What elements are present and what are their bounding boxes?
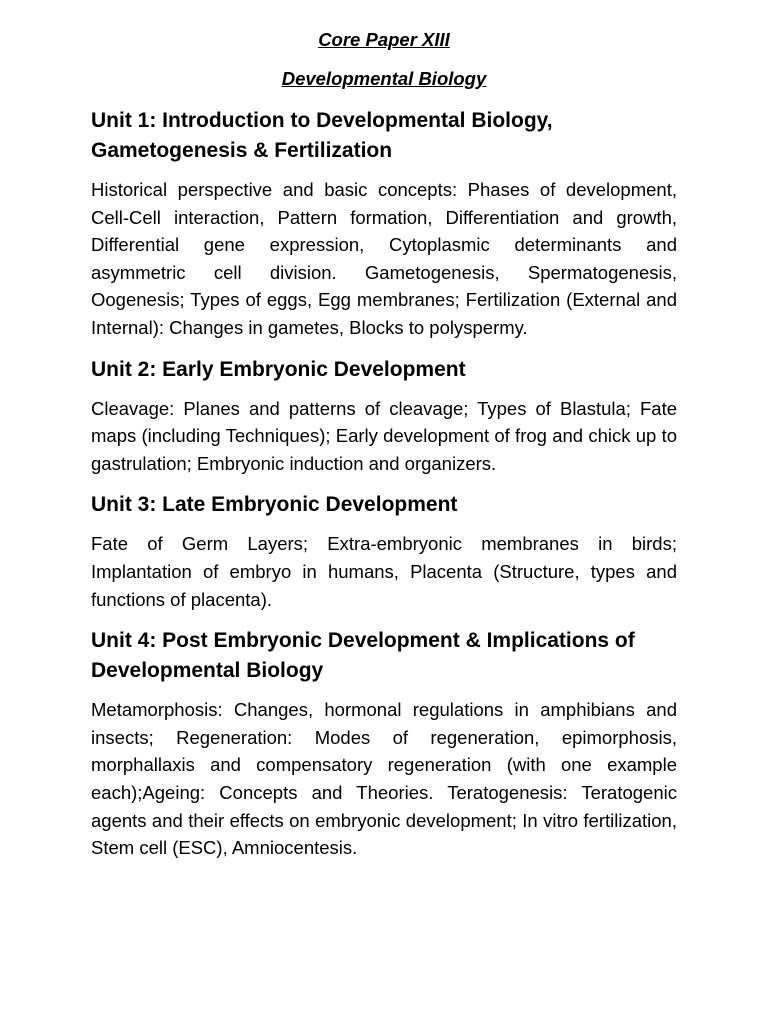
unit-1-heading: Unit 1: Introduction to Developmental Biology, Gametogenesis & Fertilization (91, 109, 553, 162)
unit-3-heading: Unit 3: Late Embryonic Development (91, 493, 458, 517)
unit-1-section (91, 106, 677, 342)
unit-2-body: Cleavage: Planes and patterns of cleavage; Types of Blastula; Fate maps (including Techniques); Early development of frog and chick up to gastrulation; Embryonic induction and organizers. (91, 397, 677, 474)
unit-3-section (91, 490, 677, 613)
document-title: Core Paper XIII (318, 29, 450, 50)
document-subtitle: Developmental Biology (281, 68, 487, 89)
unit-4-heading: Unit 4: Post Embryonic Development & Implications of Developmental Biology (91, 629, 635, 683)
unit-4-section (91, 626, 677, 862)
unit-2-heading: Unit 2: Early Embryonic Development (91, 357, 466, 381)
unit-2-section (91, 355, 677, 478)
unit-4-body: Metamorphosis: Changes, hormonal regulations in amphibians and insects; Regeneration: Modes of regeneration, epimorphosis, morphallaxis and compensatory regeneration (with one example each);Ageing: Concepts and Theories. Teratogenesis: Teratogenic agents and their effects on embryonic development; In vitro fertilization, Stem cell (ESC), Amniocentesis. (91, 699, 677, 859)
unit-3-body: Fate of Germ Layers; Extra-embryonic membranes in birds; Implantation of embryo in humans, Placenta (Structure, types and functions of placenta). (91, 533, 677, 610)
unit-1-body: Historical perspective and basic concepts: Phases of development, Cell-Cell interaction, Pattern formation, Differentiation and growth, Differential gene expression, Cytoplasmic determinants and asymmetric cell division. Gametogenesis, Spermatogenesis, Oogenesis; Types of eggs, Egg membranes; Fertilization (External and Internal): Changes in gametes, Blocks to polyspermy. (91, 179, 677, 338)
